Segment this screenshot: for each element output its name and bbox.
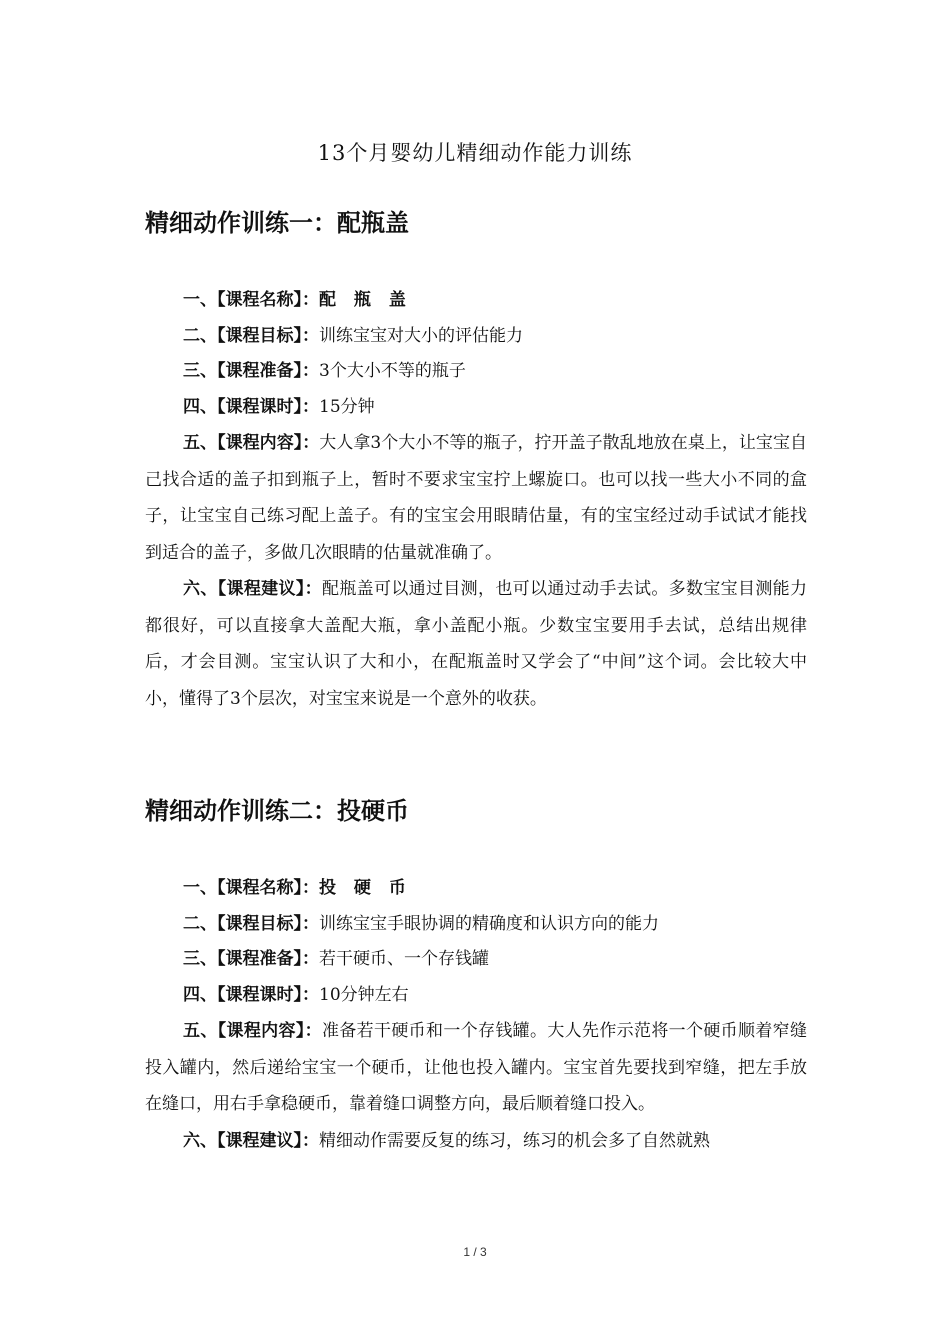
course-content-paragraph <box>145 1013 807 1123</box>
course-prep-value: 若干硬币、一个存钱罐 <box>319 949 489 969</box>
course-goal-value: 训练宝宝手眼协调的精确度和认识方向的能力 <box>319 913 659 934</box>
course-name-value: 配 瓶 盖 <box>319 290 412 310</box>
course-prep-label: 三、【课程准备】： <box>183 361 319 381</box>
course-prep-label: 三、【课程准备】： <box>183 949 319 969</box>
course-goal-value: 训练宝宝对大小的评估能力 <box>319 325 523 346</box>
course-name-value: 投 硬 币 <box>319 878 412 898</box>
course-duration-label: 四、【课程课时】： <box>183 396 319 417</box>
course-duration-value: 10分钟左右 <box>319 984 409 1005</box>
section-2-body <box>145 871 807 1159</box>
course-advice-value: 配瓶盖可以通过目测，也可以通过动手去试。多数宝宝目测能力都很好，可以直接拿大盖配大瓶，拿小盖配小瓶。少数宝宝要用手去试，总结出规律后，才会目测。宝宝认识了大和小，在配瓶盖时又学会了“中间”这个词。会比较大中小，懂得了3个层次，对宝宝来说是一个意外的收获。 <box>145 579 807 709</box>
course-advice-paragraph <box>145 571 807 717</box>
course-content-value: 准备若干硬币和一个存钱罐。大人先作示范将一个硬币顺着窄缝投入罐内，然后递给宝宝一个硬币，让他也投入罐内。宝宝首先要找到窄缝，把左手放在缝口，用右手拿稳硬币，靠着缝口调整方向，最后顺着缝口投入。 <box>145 1021 807 1114</box>
course-advice-label: 六、【课程建议】： <box>183 1130 319 1151</box>
course-goal-line <box>145 319 807 355</box>
course-prep-value: 3个大小不等的瓶子 <box>319 361 466 381</box>
course-advice-label: 六、【课程建议】： <box>183 579 322 599</box>
course-prep-line <box>145 942 807 978</box>
page-number: 1 / 3 <box>463 1245 487 1259</box>
section-heading-1: 精细动作训练一：配瓶盖 <box>145 208 409 237</box>
course-content-value: 大人拿3个大小不等的瓶子，拧开盖子散乱地放在桌上，让宝宝自己找合适的盖子扣到瓶子上，暂时不要求宝宝拧上螺旋口。也可以找一些大小不同的盒子，让宝宝自己练习配上盖子。有的宝宝会用眼睛估量，有的宝宝经过动手试试才能找到适合的盖子，多做几次眼睛的估量就准确了。 <box>145 433 807 563</box>
course-name-label: 一、【课程名称】： <box>183 878 319 898</box>
course-content-label: 五、【课程内容】： <box>183 1021 322 1041</box>
course-prep-line <box>145 354 807 390</box>
course-advice-paragraph <box>145 1123 807 1160</box>
course-advice-value: 精细动作需要反复的练习，练习的机会多了自然就熟 <box>319 1130 710 1151</box>
course-content-label: 五、【课程内容】： <box>183 433 320 453</box>
course-duration-line <box>145 390 807 426</box>
course-duration-value: 15分钟 <box>319 396 375 417</box>
course-goal-label: 二、【课程目标】： <box>183 913 319 934</box>
section-heading-2: 精细动作训练二：投硬币 <box>145 796 409 825</box>
course-name-line <box>145 871 807 907</box>
course-content-paragraph <box>145 425 807 571</box>
course-name-label: 一、【课程名称】： <box>183 290 319 310</box>
course-goal-label: 二、【课程目标】： <box>183 325 319 346</box>
course-duration-label: 四、【课程课时】： <box>183 984 319 1005</box>
course-name-line <box>145 283 807 319</box>
section-1-body <box>145 283 807 717</box>
course-duration-line <box>145 978 807 1014</box>
document-title: 13个月婴幼儿精细动作能力训练 <box>317 141 633 165</box>
course-goal-line <box>145 907 807 943</box>
